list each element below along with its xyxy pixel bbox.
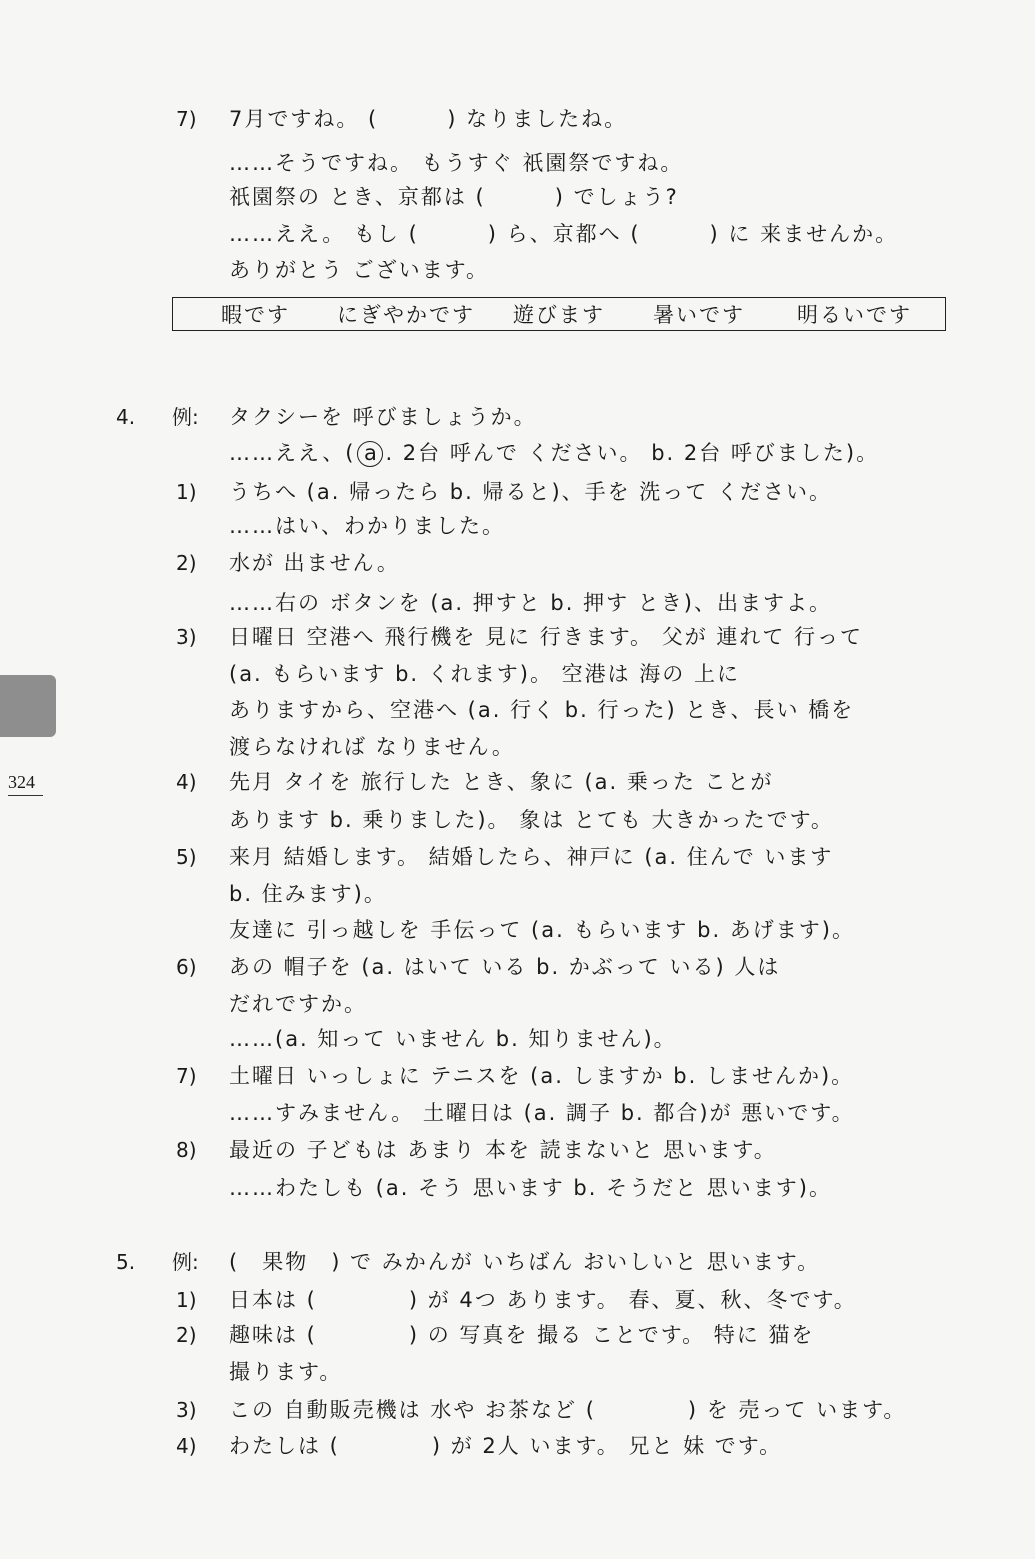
sentence-line: 日本は ( ) が 4つ あります。 春、夏、秋、冬です。 — [229, 1288, 857, 1312]
item-number: 7) — [176, 1064, 197, 1088]
sentence-line: b. 住みます)。 — [229, 882, 387, 906]
item-number: 4) — [176, 1434, 197, 1458]
sentence-line: 日曜日 空港へ 飛行機を 見に 行きます。 父が 連れて 行って — [229, 625, 864, 649]
word-choice: 明るいです — [797, 303, 912, 327]
item-number: 7) — [176, 107, 197, 131]
sentence-line: タクシーを 呼びましょうか。 — [229, 405, 537, 429]
item-number: 1) — [176, 1288, 197, 1312]
sentence-line: ありますから、空港へ (a. 行く b. 行った) とき、長い 橋を — [229, 698, 855, 722]
sentence-line: あの 帽子を (a. はいて いる b. かぶって いる) 人は — [229, 955, 781, 979]
sentence-line: 最近の 子どもは あまり 本を 読まないと 思います。 — [229, 1138, 777, 1162]
sentence-line: 撮ります。 — [229, 1360, 343, 1384]
sentence-line: 水が 出ません。 — [229, 551, 400, 575]
item-number: 4) — [176, 770, 197, 794]
sentence-line: ……右の ボタンを (a. 押すと b. 押す とき)、出ますよ。 — [229, 591, 832, 615]
example-label: 例: — [172, 1250, 199, 1274]
sentence-line: ……ええ。 もし ( ) ら、京都へ ( ) に 来ませんか。 — [229, 222, 899, 246]
thumb-index-tab — [0, 675, 56, 737]
circled-answer: a — [357, 441, 383, 467]
word-choice-box — [172, 297, 946, 331]
sentence-line: ( 果物 ) で みかんが いちばん おいしいと 思います。 — [229, 1250, 821, 1274]
sentence-line: 土曜日 いっしょに テニスを (a. しますか b. しませんか)。 — [229, 1064, 855, 1088]
item-number: 6) — [176, 955, 197, 979]
exercise-number: 4. — [116, 405, 136, 429]
sentence-line: 趣味は ( ) の 写真を 撮る ことです。 特に 猫を — [229, 1323, 815, 1347]
item-number: 8) — [176, 1138, 197, 1162]
word-choice: 遊びます — [513, 303, 605, 327]
sentence-line: ……わたしも (a. そう 思います b. そうだと 思います)。 — [229, 1176, 832, 1200]
sentence-line: (a. もらいます b. くれます)。 空港は 海の 上に — [229, 662, 740, 686]
answer-prefix: ……ええ、( — [229, 441, 356, 465]
sentence-line: ……はい、わかりました。 — [229, 514, 505, 538]
sentence-line: 友達に 引っ越しを 手伝って (a. もらいます b. あげます)。 — [229, 918, 855, 942]
item-number: 5) — [176, 845, 197, 869]
item-number: 2) — [176, 551, 197, 575]
sentence-line: 来月 結婚します。 結婚したら、神戸に (a. 住んで います — [229, 845, 834, 869]
sentence-line: 7月ですね。 ( ) なりましたね。 — [229, 107, 628, 131]
sentence-line: だれですか。 — [229, 992, 367, 1016]
item-number: 3) — [176, 625, 197, 649]
sentence-line: 先月 タイを 旅行した とき、象に (a. 乗った ことが — [229, 770, 774, 794]
word-choice: にぎやかです — [337, 303, 475, 327]
item-number: 3) — [176, 1398, 197, 1422]
page-number: 324 — [8, 772, 43, 796]
answer-suffix: . 2台 呼んで ください。 b. 2台 呼びました)。 — [385, 441, 880, 465]
example-answer-line — [229, 441, 879, 467]
sentence-line: ……(a. 知って いません b. 知りません)。 — [229, 1027, 677, 1051]
sentence-line: ありがとう ございます。 — [229, 258, 489, 282]
sentence-line: この 自動販売機は 水や お茶など ( ) を 売って います。 — [229, 1398, 907, 1422]
sentence-line: ……すみません。 土曜日は (a. 調子 b. 都合)が 悪いです。 — [229, 1101, 855, 1125]
sentence-line: ……そうですね。 もうすぐ 祇園祭ですね。 — [229, 151, 684, 175]
exercise-number: 5. — [116, 1250, 136, 1274]
sentence-line: わたしは ( ) が 2人 います。 兄と 妹 です。 — [229, 1434, 783, 1458]
example-label: 例: — [172, 405, 199, 429]
sentence-line: あります b. 乗りました)。 象は とても 大きかったです。 — [229, 808, 834, 832]
word-choice: 暑いです — [653, 303, 745, 327]
item-number: 2) — [176, 1323, 197, 1347]
sentence-line: 祇園祭の とき、京都は ( ) でしょう? — [229, 185, 679, 209]
word-choice: 暇です — [221, 303, 290, 327]
sentence-line: 渡らなければ なりません。 — [229, 735, 515, 759]
item-number: 1) — [176, 480, 197, 504]
sentence-line: うちへ (a. 帰ったら b. 帰ると)、手を 洗って ください。 — [229, 480, 832, 504]
